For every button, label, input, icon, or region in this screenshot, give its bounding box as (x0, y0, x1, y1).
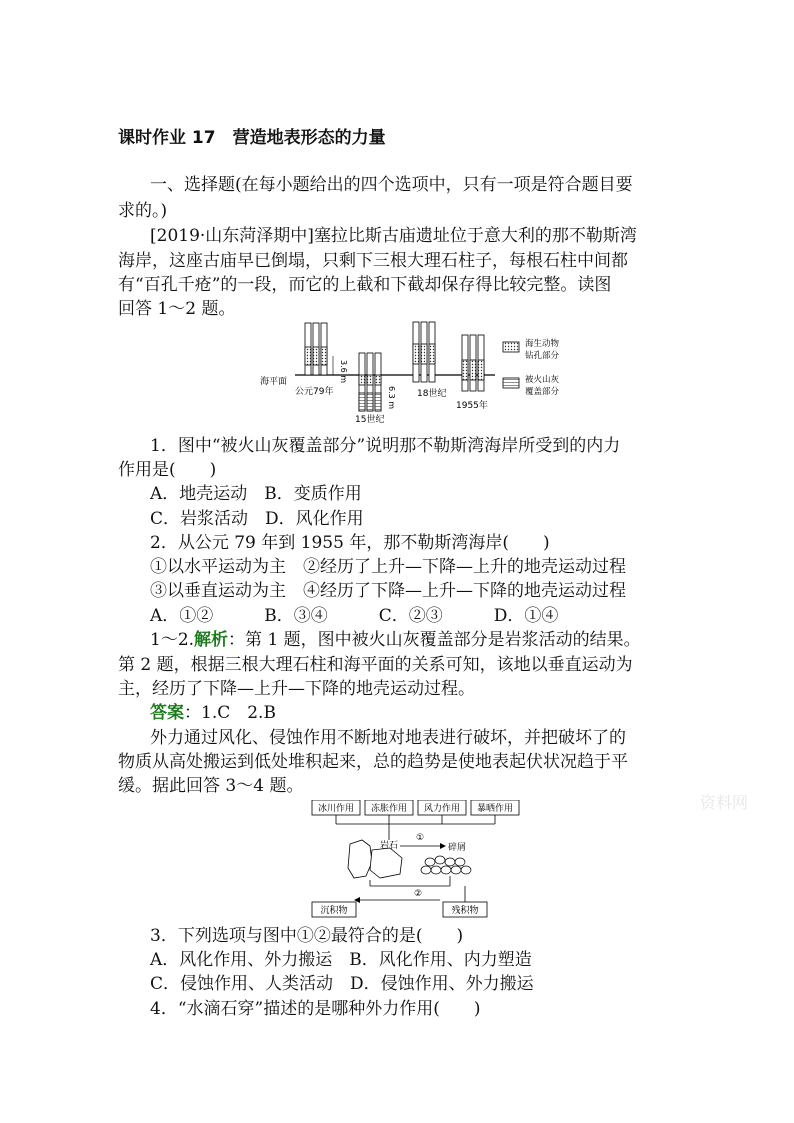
analysis-line3: 主，经历了下降—上升—下降的地壳运动过程。 (118, 679, 475, 699)
q2-statements-row1: ①以水平运动为主 ②经历了上升—下降—上升的地壳运动过程 (150, 557, 626, 577)
group-label-15c: 15世纪 (355, 415, 385, 425)
intro2-line3: 缓。据此回答 3～4 题。 (118, 776, 304, 796)
analysis-prefix: 1～2. (150, 630, 195, 650)
pillars-18c (413, 322, 435, 382)
analysis-line1 (150, 628, 641, 652)
intro1-text: 塞拉比斯古庙遗址位于意大利的那不勒斯湾 (313, 226, 637, 246)
intro1-line4: 回答 1～2 题。 (118, 299, 236, 319)
legend-drilled-line1: 海生动物 (525, 339, 560, 349)
group-label-1955: 1955年 (456, 401, 488, 411)
faint-watermark: 资料网 (700, 793, 749, 812)
dim-label-1: 3.6 m (339, 360, 348, 384)
answer-line (150, 701, 276, 725)
intro2-line2: 物质从高处搬运到低处堆积起来，总的趋势是使地表起伏状况趋于平 (118, 752, 628, 772)
q1-options-row1: A．地壳运动 B．变质作用 (150, 484, 362, 504)
source-tag: [2019·山东菏泽期中] (150, 226, 314, 246)
debris-label: 碎屑 (448, 843, 467, 853)
analysis-line2: 第 2 题，根据三根大理石柱和海平面的关系可知，该地以垂直运动为 (118, 655, 633, 675)
box-wind-label: 风力作用 (423, 804, 461, 814)
rock-label: 岩石 (380, 841, 399, 851)
sea-level-label: 海平面 (260, 377, 288, 387)
q2-options: A．①② B．③④ C．②③ D．①④ (150, 606, 559, 626)
legend-ash-line2: 覆盖部分 (525, 387, 560, 397)
group-label-18c: 18世纪 (417, 389, 447, 399)
debris-pile (421, 856, 471, 874)
q3-options-row2: C．侵蚀作用、人类活动 D．侵蚀作用、外力搬运 (150, 974, 534, 994)
rock-shape (348, 840, 372, 878)
q3-stem: 3．下列选项与图中①②最符合的是( ) (150, 926, 464, 946)
q2-stem: 2．从公元 79 年到 1955 年，那不勒斯湾海岸( ) (150, 533, 550, 553)
intro1-line3: 有“百孔千疮”的一段，而它的上截和下截却保存得比较完整。读图 (118, 275, 612, 295)
box-sun-label: 暴晒作用 (476, 804, 514, 814)
answer-label: 答案 (150, 703, 184, 723)
box-sediment-label: 沉积物 (320, 906, 348, 916)
q1-stem-line1: 1．图中“被火山灰覆盖部分”说明那不勒斯湾海岸所受到的内力 (150, 436, 621, 456)
box-frost-label: 冻胀作用 (370, 804, 408, 814)
pillars-1955 (462, 335, 484, 391)
intro1-line2: 海岸，这座古庙早已倒塌，只剩下三根大理石柱子，每根石柱中间都 (118, 251, 628, 271)
intro2-line1: 外力通过风化、侵蚀作用不断地对地表进行破坏，并把破坏了的 (150, 728, 626, 748)
analysis-label: 解析 (194, 630, 229, 650)
legend-swatch-ash (503, 378, 519, 388)
pillars-15c (359, 353, 381, 411)
answer-text: ：1.C 2.B (184, 703, 276, 723)
dim-label-2: 6.3 m (387, 386, 396, 410)
section-heading-line1: 一、选择题(在每小题给出的四个选项中，只有一项是符合题目要 (150, 175, 633, 195)
q1-stem-line2: 作用是( ) (118, 460, 217, 480)
mark-1: ① (416, 833, 425, 843)
analysis-text1: ：第 1 题，图中被火山灰覆盖部分是岩浆活动的结果。 (228, 630, 641, 650)
box-glacier-label: 冰川作用 (317, 804, 355, 814)
q3-options-row1: A．风化作用、外力搬运 B．风化作用、内力塑造 (150, 950, 532, 970)
pillar-diagram (255, 318, 585, 428)
section-heading-line2: 求的。) (118, 201, 168, 221)
q2-statements-row2: ③以垂直运动为主 ④经历了下降—上升—下降的地壳运动过程 (150, 581, 626, 601)
mark-2: ② (414, 889, 423, 899)
legend-ash-line1: 被火山灰 (525, 375, 560, 385)
box-residual-label: 残积物 (451, 906, 479, 916)
intro1-line1 (150, 224, 637, 248)
group-label-ad79: 公元79年 (295, 387, 334, 397)
legend-swatch-drilled (503, 342, 519, 352)
pillars-ad79 (305, 323, 327, 375)
page-title: 课时作业 17 营造地表形态的力量 (118, 128, 386, 148)
q4-stem: 4．“水滴石穿”描述的是哪种外力作用( ) (150, 999, 481, 1019)
legend-drilled-line2: 钻孔部分 (525, 351, 560, 361)
q1-options-row2: C．岩浆活动 D．风化作用 (150, 509, 364, 529)
weathering-flow-diagram (310, 800, 520, 918)
